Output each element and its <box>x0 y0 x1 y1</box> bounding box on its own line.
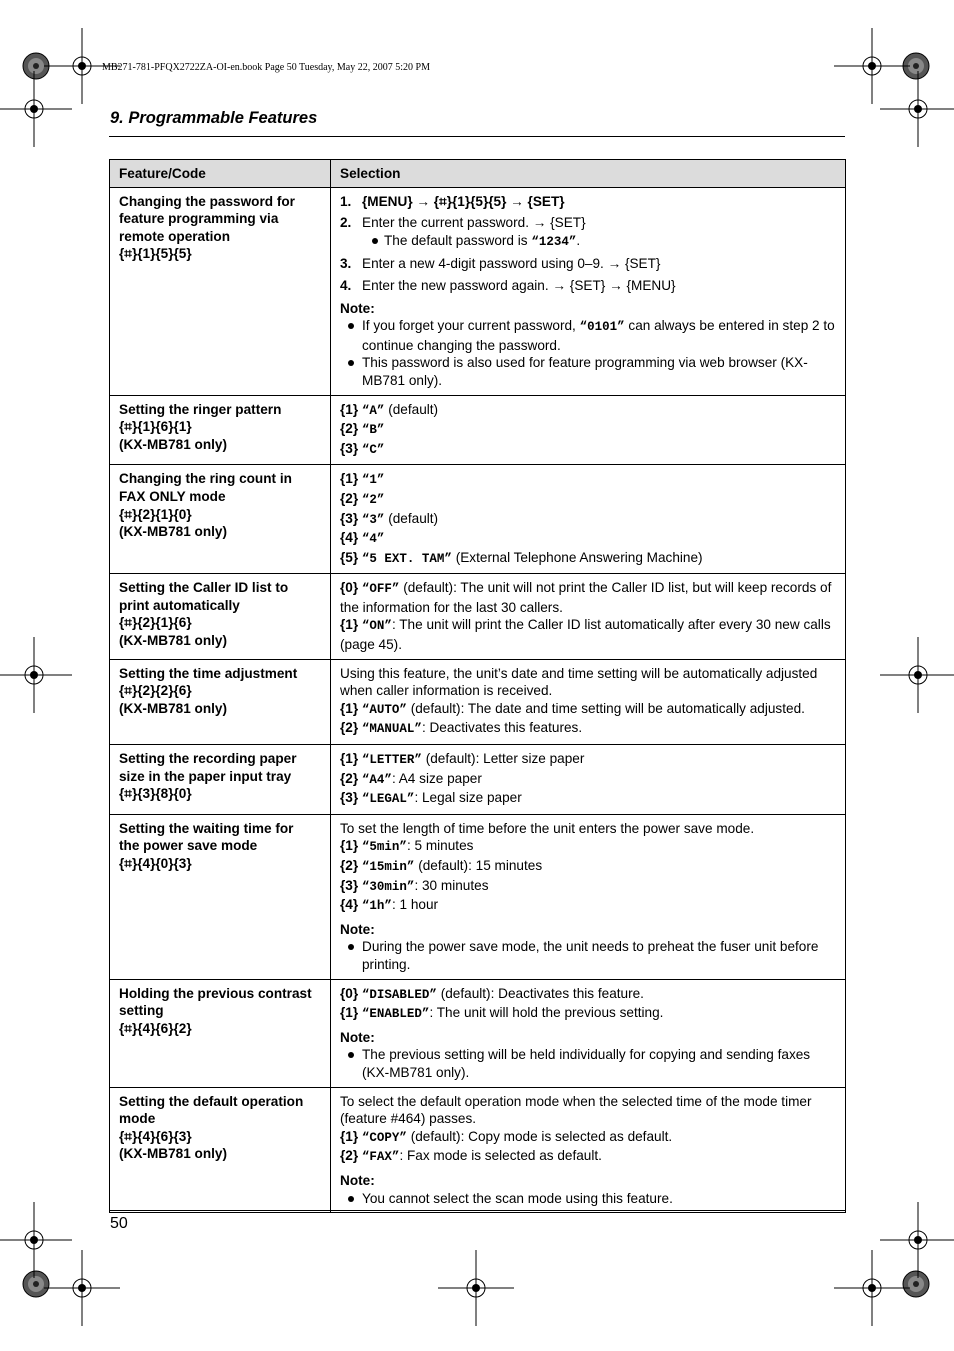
crosshair-icon <box>0 71 72 147</box>
bullet-icon <box>348 360 354 366</box>
bullet-icon <box>348 323 354 329</box>
table-row <box>110 1087 846 1213</box>
selection-cell <box>331 187 846 395</box>
option-item: {2} “2” <box>340 490 385 507</box>
note-heading: Note: <box>340 921 375 937</box>
model-note: (KX-MB781 only) <box>119 633 228 649</box>
selection-cell <box>331 979 846 1087</box>
table-row <box>110 979 846 1087</box>
selection-cell <box>331 574 846 659</box>
note-item: You cannot select the scan mode using this feature. <box>340 1190 836 1208</box>
feature-cell: Changing the password for feature programming via remote operation {⌗}{1}{5}{5} <box>110 187 331 395</box>
selection-intro: To select the default operation mode when the selected time of the mode timer (feature #464) passes. <box>340 1093 812 1127</box>
table-row <box>110 574 846 659</box>
selection-intro: To set the length of time before the unit enters the power save mode. <box>340 820 755 836</box>
model-note: (KX-MB781 only) <box>119 436 228 452</box>
option-item: {1} “COPY” (default): Copy mode is selected as default. <box>340 1128 673 1145</box>
crosshair-icon <box>834 28 910 104</box>
bullet-icon <box>348 944 354 950</box>
column-header-selection: Selection <box>331 160 846 188</box>
option-item: {1} “LETTER” (default): Letter size paper <box>340 751 585 768</box>
selection-cell <box>331 659 846 744</box>
feature-cell: Setting the time adjustment {⌗}{2}{2}{6} (KX-MB781 only) <box>110 659 331 744</box>
model-note: (KX-MB781 only) <box>119 700 228 716</box>
bullet-item: The default password is “1234”. <box>362 232 836 252</box>
option-item: {2} “MANUAL”: Deactivates this features. <box>340 720 583 737</box>
crosshair-icon <box>44 1250 120 1326</box>
option-item: {3} “3” (default) <box>340 510 439 527</box>
feature-code: {⌗}{2}{1}{0} <box>119 506 192 522</box>
step-list <box>340 193 836 295</box>
option-item: {1} “ON”: The unit will print the Caller ID list automatically after every 30 new calls (page 45). <box>340 617 831 653</box>
selection-cell <box>331 395 846 465</box>
option-item: {3} “LEGAL”: Legal size paper <box>340 790 522 807</box>
crosshair-icon <box>0 1202 72 1278</box>
option-item: {3} “C” <box>340 440 385 457</box>
table-row <box>110 814 846 979</box>
section-title: 9. Programmable Features <box>110 109 318 127</box>
step: 1. {MENU} → {⌗}{1}{5}{5} → {SET} <box>340 193 565 209</box>
crosshair-icon <box>438 1250 514 1326</box>
model-note: (KX-MB781 only) <box>119 524 228 540</box>
option-item: {1} “1” <box>340 471 385 488</box>
page-number: 50 <box>110 1215 128 1232</box>
note-heading: Note: <box>340 1029 375 1045</box>
table-row <box>110 465 846 574</box>
selection-cell <box>331 465 846 574</box>
feature-table <box>109 159 846 1213</box>
table-header-row <box>110 160 846 188</box>
feature-code: {⌗}{1}{5}{5} <box>119 246 192 262</box>
table-row <box>110 745 846 815</box>
registration-target-icon <box>903 1271 929 1297</box>
note-item: The previous setting will be held individually for copying and sending faxes (KX-MB781 only). <box>340 1046 836 1081</box>
option-item: {2} “FAX”: Fax mode is selected as default. <box>340 1148 602 1165</box>
feature-cell: Setting the waiting time for the power save mode {⌗}{4}{0}{3} <box>110 814 331 979</box>
crosshair-icon <box>880 71 954 147</box>
feature-cell: Setting the recording paper size in the paper input tray {⌗}{3}{8}{0} <box>110 745 331 815</box>
option-item: {2} “B” <box>340 421 385 438</box>
feature-cell: Setting the Caller ID list to print automatically {⌗}{2}{1}{6} (KX-MB781 only) <box>110 574 331 659</box>
note-heading: Note: <box>340 1172 375 1188</box>
option-item: {1} “A” (default) <box>340 401 439 418</box>
step: 4. Enter the new password again. → {SET} → {MENU} <box>340 277 676 293</box>
print-info-header: MB271-781-PFQX2722ZA-OI-en.book Page 50 Tuesday, May 22, 2007 5:20 PM <box>102 62 430 73</box>
option-item: {4} “1h”: 1 hour <box>340 897 439 914</box>
option-item: {1} “AUTO” (default): The date and time setting will be automatically adjusted. <box>340 700 805 717</box>
selection-cell <box>331 1087 846 1213</box>
header-rule <box>109 136 845 137</box>
feature-cell: Holding the previous contrast setting {⌗}{4}{6}{2} <box>110 979 331 1087</box>
option-item: {5} “5 EXT. TAM” (External Telephone Answering Machine) <box>340 549 703 566</box>
table-row <box>110 187 846 395</box>
selection-cell <box>331 814 846 979</box>
crosshair-icon <box>880 1202 954 1278</box>
feature-cell: Changing the ring count in FAX ONLY mode {⌗}{2}{1}{0} (KX-MB781 only) <box>110 465 331 574</box>
step: 3. Enter a new 4-digit password using 0–9. → {SET} <box>340 256 661 272</box>
footer-rule <box>109 1210 845 1211</box>
note-item: If you forget your current password, “0101” can always be entered in step 2 to continue changing the password. <box>340 317 836 354</box>
option-item: {0} “OFF” (default): The unit will not print the Caller ID list, but will keep records of the information for the last 30 callers. <box>340 580 832 615</box>
bullet-icon <box>348 1196 354 1202</box>
feature-code: {⌗}{2}{1}{6} <box>119 615 192 631</box>
note-heading: Note: <box>340 300 375 316</box>
feature-cell: Setting the ringer pattern {⌗}{1}{6}{1} (KX-MB781 only) <box>110 395 331 465</box>
feature-cell: Setting the default operation mode {⌗}{4}{6}{3} (KX-MB781 only) <box>110 1087 331 1213</box>
option-item: {1} “ENABLED”: The unit will hold the previous setting. <box>340 1005 664 1022</box>
option-item: {0} “DISABLED” (default): Deactivates this feature. <box>340 985 644 1002</box>
table-row <box>110 659 846 744</box>
feature-code: {⌗}{4}{0}{3} <box>119 856 192 871</box>
crosshair-icon <box>834 1250 910 1326</box>
crosshair-icon <box>0 637 72 713</box>
table-row <box>110 395 846 465</box>
feature-code: {⌗}{4}{6}{3} <box>119 1128 192 1144</box>
crosshair-icon <box>880 637 954 713</box>
feature-code: {⌗}{3}{8}{0} <box>119 786 192 802</box>
feature-code: {⌗}{4}{6}{2} <box>119 1020 192 1036</box>
option-item: {4} “4” <box>340 530 385 547</box>
model-note: (KX-MB781 only) <box>119 1146 228 1162</box>
option-item: {2} “15min” (default): 15 minutes <box>340 858 543 874</box>
note-item: During the power save mode, the unit needs to preheat the fuser unit before printing. <box>340 938 836 973</box>
bullet-icon <box>372 238 378 244</box>
registration-target-icon <box>23 1271 49 1297</box>
option-item: {2} “A4”: A4 size paper <box>340 770 482 787</box>
note-item: This password is also used for feature programming via web browser (KX-MB781 only). <box>340 354 836 389</box>
column-header-feature: Feature/Code <box>110 160 331 188</box>
step: 2. Enter the current password. → {SET} The default password is “1234”. <box>340 214 836 251</box>
feature-code: {⌗}{1}{6}{1} <box>119 419 192 435</box>
option-item: {3} “30min”: 30 minutes <box>340 877 489 894</box>
feature-code: {⌗}{2}{2}{6} <box>119 683 192 699</box>
selection-cell <box>331 745 846 815</box>
bullet-icon <box>348 1052 354 1058</box>
selection-intro: Using this feature, the unit’s date and time setting will be automatically adjusted when caller information is received. <box>340 665 818 699</box>
option-item: {1} “5min”: 5 minutes <box>340 838 474 855</box>
